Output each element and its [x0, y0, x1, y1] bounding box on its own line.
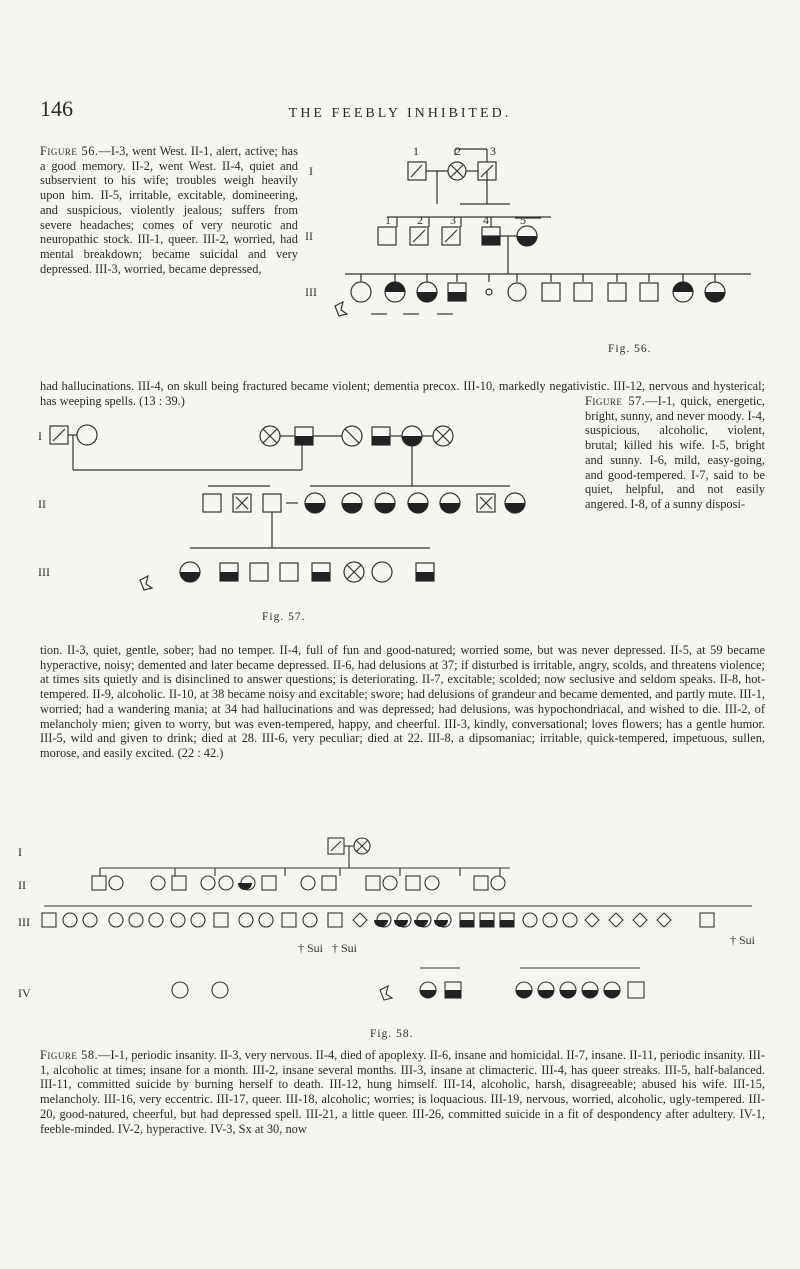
fig57-gen-II-label: II	[38, 497, 46, 511]
fig56-II-1-male	[378, 227, 396, 245]
fig58-gen-II-label: II	[18, 878, 26, 892]
fig58-text: —I-1, periodic insanity. II-3, very nervous. II-4, died of apoplexy. II-6, insane and homicidal. II-7, insane. II-11, periodic insanity. III-1, alcoholic at times; insane for a month. III-2, insane several months. III-3, insane at climacteric. III-4, has queer streaks. III-5, half-balanced. III-11, committed suicide by burning herself to death. III-12, hung himself. III-14, alcoholic, harsh, disagreeable; abused his wife. III-15, melancholy. III-16, very eccentric. III-17, queer. III-18, alcoholic; worries; is loquacious. III-19, nervous, worried, alcoholic, ugly-tempered. III-20, good-natured, cheerful, but had depressed spell. III-21, a little queer. III-26, committed suicide in a fit of despondency after adultery. IV-1, feeble-minded. IV-2, hyperactive. IV-3, Sx at 30, now	[40, 1048, 765, 1136]
fig56-description	[40, 144, 298, 276]
svg-text:3: 3	[490, 144, 496, 158]
fig57-side-description	[585, 394, 765, 512]
fig56-caption: Fig. 56.	[608, 343, 652, 355]
fig58-gen-I-label: I	[18, 845, 22, 859]
fig57-gen-I-label: I	[38, 429, 42, 443]
svg-text:5: 5	[520, 213, 526, 227]
fig58-gen-III-label: III	[18, 915, 30, 929]
fig56-text: —I-3, went West. II-1, alert, active; has a good memory. II-2, went West. II-4, quiet and subservient to his wife; troubles weigh heavily upon him. II-5, irritable, excitable, domineering, and suspicious, violently jealous; suffers from severe headaches; comes of very neurotic and neuropathic stock. III-1, queer. III-2, worried, had mental breakdown; became suicidal and very depressed. III-3, worried, became depressed,	[40, 144, 298, 276]
fig58-gen-II	[92, 868, 505, 890]
page-number: 146	[40, 96, 73, 121]
fig56-pedigree-chart	[305, 140, 775, 372]
svg-text:1: 1	[385, 213, 391, 227]
fig58-description	[40, 1048, 765, 1136]
fig56-gen-III-label: III	[305, 285, 317, 299]
fig57-continued-text: tion. II-3, quiet, gentle, sober; had no temper. II-4, full of fun and good-natured; worried some, but was never depressed. II-5, at 59 became hyperactive, noisy; demented and later became depressed. II-6, had delusions at 37; if disturbed is irritable, angry, scolds, and threatens violence; at times sits quietly and is disinclined to answer questions; is deteriorating. II-7, excitable; scolded; now seclusive and seldom speaks. II-8, hot-tempered. II-9, alcoholic. II-10, at 38 became noisy and excitable; swore; had delusions of grandeur and became demented, and partly mute. III-1, worried; had a wandering mania; at 34 had hallucinations and was depressed; had delusions, was hypochondriacal, and wished to die. III-2, of melancholy mien; given to worry, but was even-tempered, happy, and cheerful. III-3, kindly, conversational; loves flowers; has a gentle humor. III-5, wild and given to drink; died at 28. III-6, very peculiar; died at 22. III-8, a dipsomaniac; irritable, quick-tempered, impetuous, sullen, morose, and easily excited. (22 : 42.)	[40, 643, 765, 760]
svg-text:1: 1	[413, 144, 419, 158]
fig57-caption: Fig. 57.	[262, 611, 306, 623]
fig58-lead: Figure 58.	[40, 1048, 99, 1062]
fig58-suicide-label-3: † Sui	[730, 933, 756, 947]
fig58-pedigree-chart	[40, 818, 768, 1026]
fig58-gen-IV-label: IV	[18, 986, 31, 1000]
fig57-gen-III-label: III	[38, 565, 50, 579]
fig58-suicide-label-1: † Sui	[298, 941, 324, 955]
fig56-lead: Figure 56.	[40, 144, 99, 158]
fig56-continued-text: had hallucinations. III-4, on skull being fractured became violent; dementia precox. III-10, markedly negativistic. III-12, nervous and hysterical; has weeping spells. (13 : 39.)	[40, 379, 765, 408]
fig56-gen-I-label: I	[309, 164, 313, 178]
fig58-suicide-label-2: † Sui	[332, 941, 358, 955]
fig56-gen-II-label: II	[305, 229, 313, 243]
svg-text:4: 4	[483, 213, 489, 227]
svg-text:2: 2	[455, 144, 461, 158]
fig58-caption: Fig. 58.	[370, 1028, 414, 1040]
fig57-lead: Figure 57.	[585, 394, 646, 408]
running-head: THE FEEBLY INHIBITED.	[288, 106, 512, 121]
svg-text:3: 3	[450, 213, 456, 227]
fig57-side-text: —I-1, quick, energetic, bright, sunny, and never moody. I-4, suspicious, alcoholic, violent, brutal; killed his wife. I-5, bright and sunny. I-6, mild, easy-going, and good-tempered. I-7, said to be quiet, helpful, and not easily angered. I-8, of a sunny disposi-	[585, 394, 765, 511]
fig56-gen-III	[335, 274, 725, 316]
fig57-pedigree-chart	[40, 408, 545, 628]
svg-text:2: 2	[417, 213, 423, 227]
